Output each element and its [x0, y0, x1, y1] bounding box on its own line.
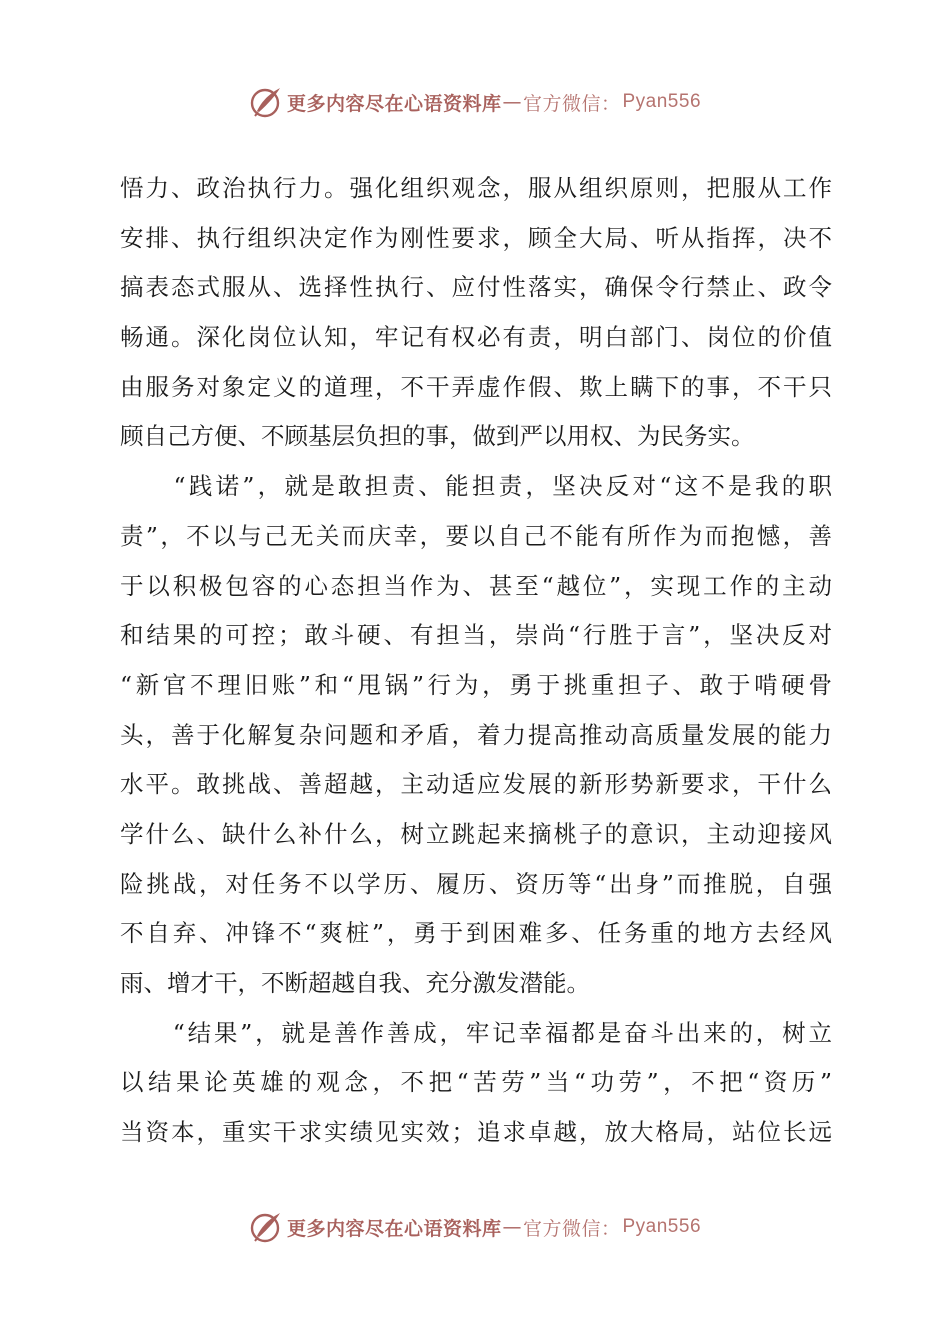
body-line: “新官不理旧账”和“甩锅”行为，勇于挑重担子、敢于啃硬骨 — [120, 670, 832, 699]
body-line: 和结果的可控；敢斗硬、有担当，崇尚“行胜于言”，坚决反对 — [120, 621, 832, 650]
body-line: 悟力、政治执行力。强化组织观念，服从组织原则，把服从工作 — [120, 174, 832, 202]
body-line: 水平。敢挑战、善超越，主动适应发展的新形势新要求，干什么 — [120, 770, 832, 799]
body-line: 于以积极包容的心态担当作为、甚至“越位”，实现工作的主动 — [120, 571, 832, 600]
body-line: 学什么、缺什么补什么，树立跳起来摘桃子的意识，主动迎接风 — [120, 819, 832, 848]
body-line: 安排、执行组织决定作为刚性要求，顾全大局、听从指挥，决不 — [120, 223, 832, 252]
body-line: 搞表态式服从、选择性执行、应付性落实，确保令行禁止、政令 — [120, 273, 832, 302]
body-line: 当资本，重实干求实绩见实效；追求卓越，放大格局，站位长远 — [120, 1118, 832, 1147]
body-line: 顾自己方便、不顾基层负担的事，做到严以用权、为民务实。 — [120, 422, 755, 451]
header-official-label: 官方微信： — [522, 92, 621, 115]
body-line: “践诺”，就是敢担责、能担责，坚决反对“这不是我的职 — [120, 472, 832, 501]
body-line: 由服务对象定义的道理，不干弄虚作假、欺上瞒下的事，不干只 — [120, 372, 832, 401]
quill-logo-icon — [249, 1210, 283, 1244]
document-body — [120, 164, 832, 1158]
body-line: 头，善于化解复杂问题和矛盾，着力提高推动高质量发展的能力 — [120, 720, 832, 749]
header-wechat-id: Pyan556 — [622, 91, 702, 112]
body-line: 不自弃、冲锋不“爽桩”，勇于到困难多、任务重的地方去经风 — [120, 919, 832, 948]
body-line: 险挑战，对任务不以学历、履历、资历等“出身”而推脱，自强 — [120, 869, 832, 898]
footer-brand-text: 更多内容尽在心语资料库 — [286, 1217, 502, 1240]
body-line: 雨、增才干，不断超越自我、充分激发潜能。 — [120, 969, 590, 997]
body-line: 畅通。深化岗位认知，牢记有权必有责，明白部门、岗位的价值 — [120, 323, 832, 352]
quill-logo-icon — [249, 85, 283, 119]
body-line: “结果”，就是善作善成，牢记幸福都是奋斗出来的，树立 — [120, 1018, 832, 1047]
header-watermark — [0, 82, 950, 122]
body-line: 责”，不以与己无关而庆幸，要以自己不能有所作为而抱憾，善 — [120, 521, 832, 550]
header-brand-text: 更多内容尽在心语资料库 — [286, 92, 502, 115]
footer-separator: — — [502, 1216, 522, 1238]
footer-watermark — [0, 1207, 950, 1247]
footer-wechat-id: Pyan556 — [622, 1216, 702, 1237]
footer-official-label: 官方微信： — [522, 1217, 621, 1240]
header-separator: — — [502, 91, 522, 113]
body-line: 以结果论英雄的观念，不把“苦劳”当“功劳”，不把“资历” — [120, 1068, 832, 1097]
